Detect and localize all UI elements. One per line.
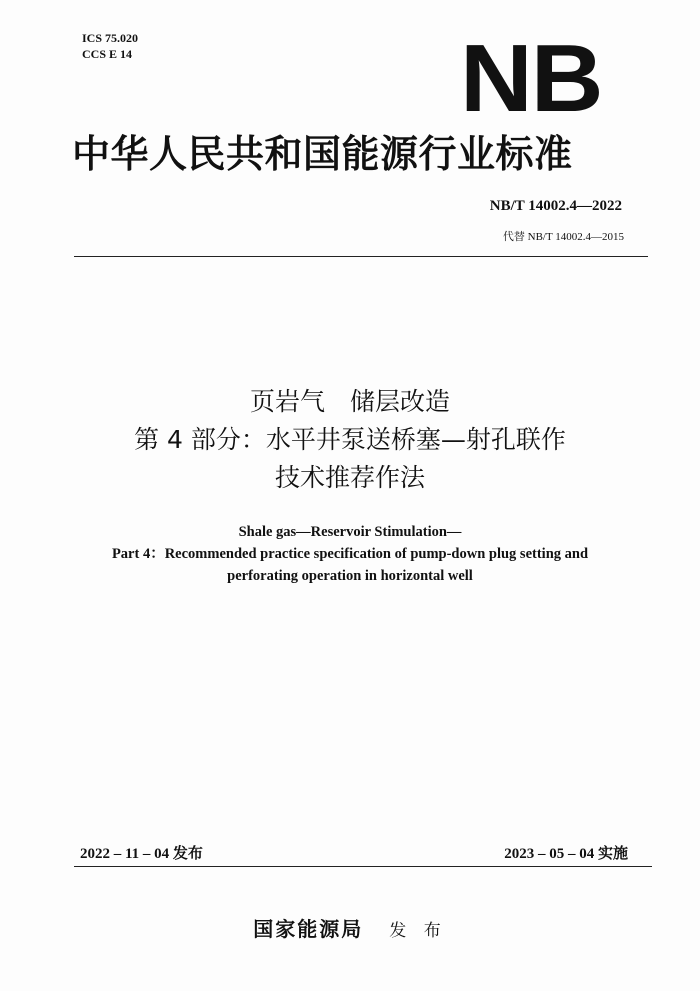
publish-date: 2022 – 11 – 04 发布 — [80, 846, 203, 862]
issuer-line — [0, 913, 700, 942]
bottom-divider — [74, 866, 652, 867]
nb-logo: NB — [460, 25, 602, 132]
chinese-title-line-3: 技术推荐作法 — [274, 463, 425, 492]
english-title-line-2: Part 4：Recommended practice specification of pump-down plug setting and — [111, 546, 589, 562]
top-divider — [74, 256, 648, 257]
standard-type-title: 中华人民共和国能源行业标准 — [72, 132, 573, 176]
implementation-date: 2023 – 05 – 04 实施 — [504, 846, 628, 862]
chinese-title-line-1: 页岩气 储层改造 — [249, 387, 450, 416]
english-title — [0, 521, 700, 587]
replaces-standard: 代替 NB/T 14002.4—2015 — [502, 231, 624, 243]
english-title-line-3: perforating operation in horizontal well — [227, 568, 473, 584]
chinese-title-line-2: 第 4 部分：水平井泵送桥塞—射孔联作 — [134, 425, 566, 454]
standard-number: NB/T 14002.4—2022 — [489, 198, 622, 214]
chinese-title — [0, 383, 700, 497]
issuer-action: 发 布 — [389, 921, 447, 941]
ccs-code: CCS E 14 — [82, 47, 133, 61]
ics-code: ICS 75.020 — [82, 31, 139, 45]
classification-codes — [82, 30, 138, 62]
english-title-line-1: Shale gas—Reservoir Stimulation— — [238, 524, 462, 540]
issuer-name: 国家能源局 — [253, 917, 364, 941]
